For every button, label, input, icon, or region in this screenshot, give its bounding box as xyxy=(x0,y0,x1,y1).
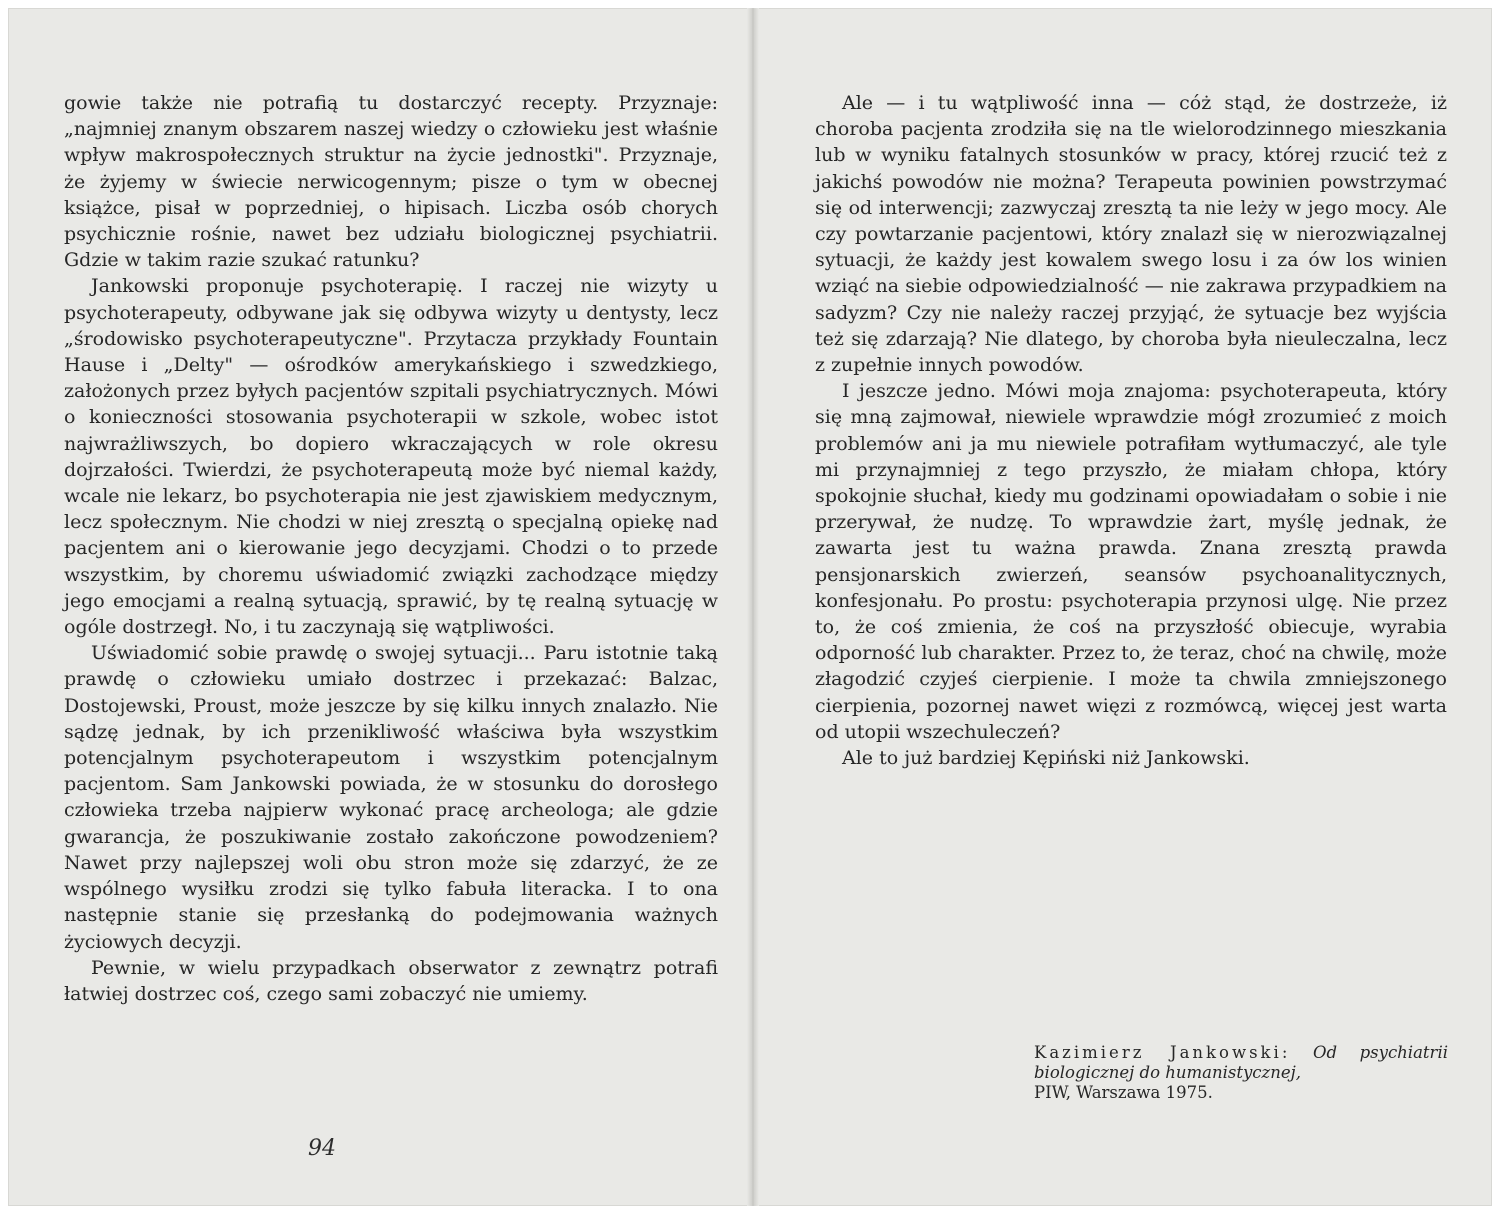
citation-title: Od psychiatrii biologicznej do humanistycznej, xyxy=(1034,1043,1448,1082)
left-paragraph-1: gowie także nie potrafią tu dostarczyć recepty. Przyznaje: „najmniej znanym obszarem naszej wiedzy o człowieku jest właśnie wpływ makrospołecznych struktur na życie jednostki". Przyznaje, że żyjemy w świecie nerwicogennym; pisze o tym w obecnej książce, pisał w poprzedniej, o hipisach. Liczba osób chorych psychicznie rośnie, nawet bez udziału biologicznej psychiatrii. Gdzie w takim razie szukać ratunku? xyxy=(64,92,718,272)
book-spread xyxy=(8,8,1492,1206)
right-paragraph-2: I jeszcze jedno. Mówi moja znajoma: psychoterapeuta, który się mną zajmował, niewiele wprawdzie mógł zrozumieć z moich problemów ani ja mu niewiele potrafiłam wytłumaczyć, ale tyle mi przynajmniej z tego przyszło, że miałam chłopa, który spokojnie słuchał, kiedy mu godzinami opowiadałam o sobie i nie przerywał, że nudzę. To wprawdzie żart, myślę jednak, że zawarta jest tu ważna prawda. Znana zresztą prawda pensjonarskich zwierzeń, seansów psychoanalitycznych, konfesjonału. Po prostu: psychoterapia przynosi ulgę. Nie przez to, że coś zmienia, że coś na przyszłość obiecuje, wyrabia odporność lub charakter. Przez to, że teraz, choć na chwilę, może złagodzić czyjeś cierpienie. I może ta chwila zmniejszonego cierpienia, pozornej nawet więzi z rozmówcą, więcej jest warta od utopii wszechuleczeń? xyxy=(815,380,1447,743)
right-paragraph-3: Ale to już bardziej Kępiński niż Jankowski. xyxy=(842,747,1250,770)
citation-publisher: PIW, Warszawa 1975. xyxy=(1034,1083,1213,1102)
left-paragraph-2: Jankowski proponuje psychoterapię. I raczej nie wizyty u psychoterapeuty, odbywane jak się odbywa wizyty u dentysty, lecz „środowisko psychoterapeutyczne". Przytacza przykłady Fountain Hause i „Delty" — ośrodków amerykańskiego i szwedzkiego, założonych przez byłych pacjentów szpitali psychiatrycznych. Mówi o konieczności stosowania psychoterapii w szkole, wobec istot najwrażliwszych, bo dopiero wkraczających w role okresu dojrzałości. Twierdzi, że psychoterapeutą może być niemal każdy, wcale nie lekarz, bo psychoterapia nie jest zjawiskiem medycznym, lecz społecznym. Nie chodzi w niej zresztą o specjalną opiekę nad pacjentem ani o kierowanie jego decyzjami. Chodzi o to przede wszystkim, by choremu uświadomić związki zachodzące między jego emocjami a realną sytuacją, sprawić, by tę realną sytuację w ogóle dostrzegł. No, i tu zaczynają się wątpliwości. xyxy=(64,275,718,639)
page-number: 94 xyxy=(308,1136,336,1161)
left-paragraph-3: Uświadomić sobie prawdę o swojej sytuacji... Paru istotnie taką prawdę o człowieku umiało dostrzec i przekazać: Balzac, Dostojewski, Proust, może jeszcze by się kilku innych znalazło. Nie sądzę jednak, by ich przenikliwość właściwa była wszystkim potencjalnym psychoterapeutom i wszystkim potencjalnym pacjentom. Sam Jankowski powiada, że w stosunku do dorosłego człowieka trzeba najpierw wykonać pracę archeologa; ale gdzie gwarancja, że poszukiwanie zostało zakończone powodzeniem? Nawet przy najlepszej woli obu stron może się zdarzyć, że ze wspólnego wysiłku zrodzi się tylko fabuła literacka. I to ona następnie stanie się przesłanką do podejmowania ważnych życiowych decyzji. xyxy=(64,642,718,953)
left-paragraph-4: Pewnie, w wielu przypadkach obserwator z zewnątrz potrafi łatwiej dostrzec coś, czego sami zobaczyć nie umiemy. xyxy=(64,956,718,1005)
book-gutter xyxy=(747,8,759,1206)
right-paragraph-1: Ale — i tu wątpliwość inna — cóż stąd, że dostrzeże, iż choroba pacjenta zrodziła się na tle wielorodzinnego mieszkania lub w wyniku fatalnych stosunków w pracy, której rzucić też z jakichś powodów nie można? Terapeuta powinien powstrzymać się od interwencji; zazwyczaj zresztą ta nie leży w jego mocy. Ale czy powtarzanie pacjentowi, który znalazł się w nierozwiązalnej sytuacji, że każdy jest kowalem swego losu i za ów los winien wziąć na siebie odpowiedzialność — nie zakrawa przypadkiem na sadyzm? Czy nie należy raczej przyjąć, że sytuacje bez wyjścia też się zdarzają? Nie dlatego, by choroba była nieuleczalna, lecz z zupełnie innych powodów. xyxy=(815,92,1447,377)
right-page xyxy=(815,90,1447,771)
bibliographic-citation xyxy=(1034,1043,1448,1103)
left-page xyxy=(64,90,718,1007)
citation-author: Kazimierz Jankowski: xyxy=(1034,1043,1291,1062)
